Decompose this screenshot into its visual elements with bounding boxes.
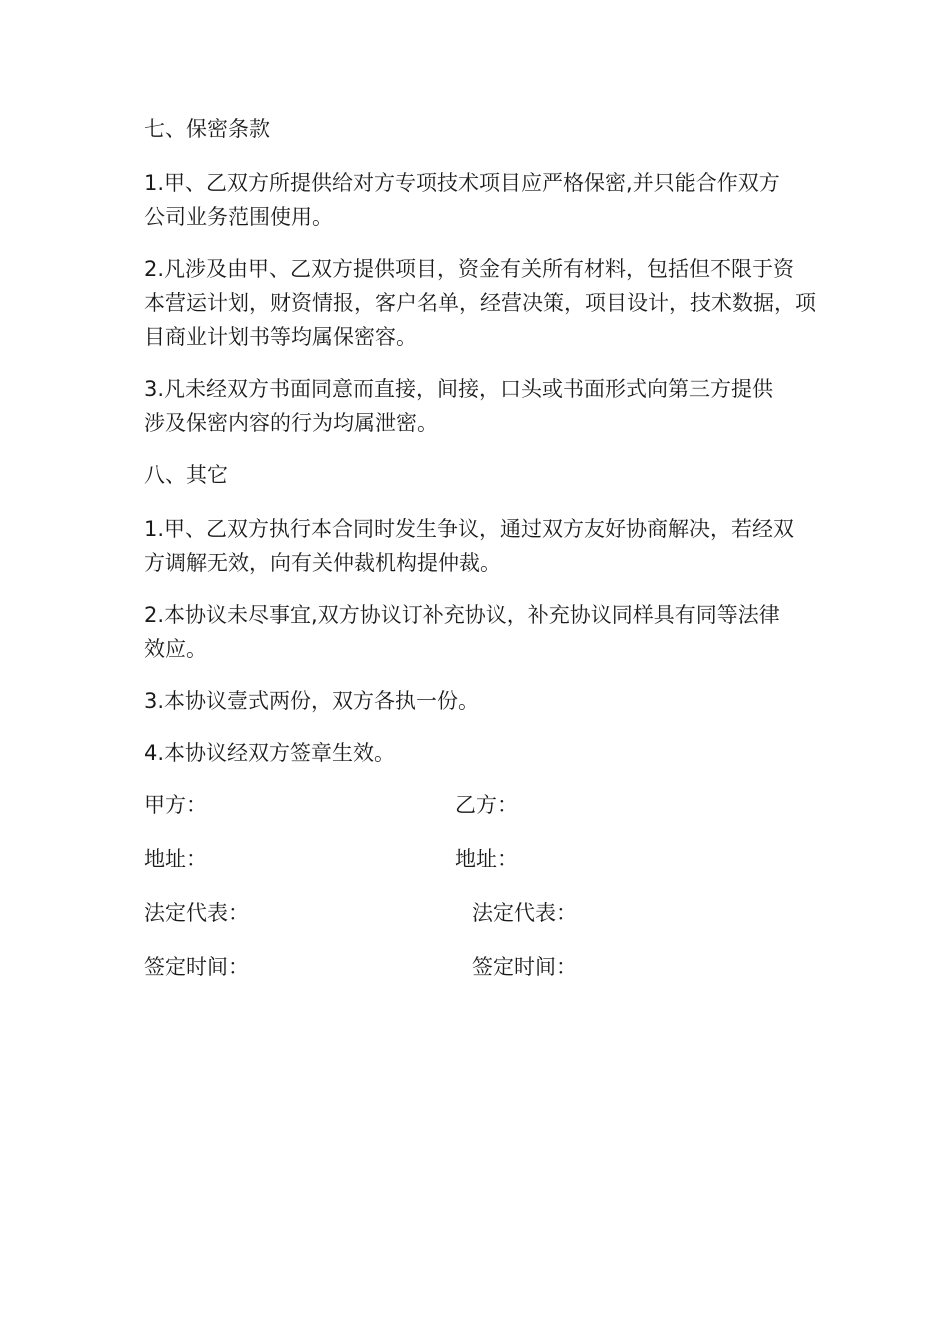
- text-line: 3.本协议壹式两份，双方各执一份。: [144, 689, 480, 713]
- signature-row-address: [144, 842, 814, 896]
- document-page: [144, 112, 814, 1004]
- text-line: 1.甲、乙双方所提供给对方专项技术项目应严格保密,并只能合作双方: [144, 171, 780, 195]
- text-line: 2.凡涉及由甲、乙双方提供项目，资金有关所有材料，包括但不限于资: [144, 257, 795, 281]
- text-line: 效应。: [144, 637, 207, 661]
- section-8-item-1: [144, 512, 814, 580]
- party-a-label: 甲方：: [144, 793, 207, 817]
- text-line: 方调解无效，向有关仲裁机构提仲裁。: [144, 551, 501, 575]
- signature-row-representative: [144, 896, 814, 950]
- section-8-heading: 八、其它: [144, 463, 228, 487]
- signature-row-party: [144, 788, 814, 842]
- party-b-label: 乙方：: [455, 793, 518, 817]
- text-line: 本营运计划，财资情报，客户名单，经营决策，项目设计，技术数据，项: [144, 291, 816, 315]
- representative-a-label: 法定代表：: [144, 901, 249, 925]
- address-b-label: 地址：: [455, 847, 518, 871]
- text-line: 公司业务范围使用。: [144, 205, 333, 229]
- sign-date-b-label: 签定时间：: [472, 955, 577, 979]
- section-7-item-3: [144, 372, 814, 440]
- signature-row-date: [144, 950, 814, 1004]
- section-7-item-1: [144, 166, 814, 234]
- section-8-item-2: [144, 598, 814, 666]
- representative-b-label: 法定代表：: [472, 901, 577, 925]
- text-line: 目商业计划书等均属保密容。: [144, 325, 417, 349]
- text-line: 1.甲、乙双方执行本合同时发生争议，通过双方友好协商解决，若经双: [144, 517, 795, 541]
- text-line: 2.本协议未尽事宜,双方协议订补充协议，补充协议同样具有同等法律: [144, 603, 780, 627]
- text-line: 4.本协议经双方签章生效。: [144, 741, 396, 765]
- section-8-item-4: [144, 736, 814, 770]
- sign-date-a-label: 签定时间：: [144, 955, 249, 979]
- section-7-item-2: [144, 252, 814, 354]
- text-line: 3.凡未经双方书面同意而直接，间接，口头或书面形式向第三方提供: [144, 377, 774, 401]
- section-8-item-3: [144, 684, 814, 718]
- text-line: 涉及保密内容的行为均属泄密。: [144, 411, 438, 435]
- address-a-label: 地址：: [144, 847, 207, 871]
- section-7-heading: 七、保密条款: [144, 117, 270, 141]
